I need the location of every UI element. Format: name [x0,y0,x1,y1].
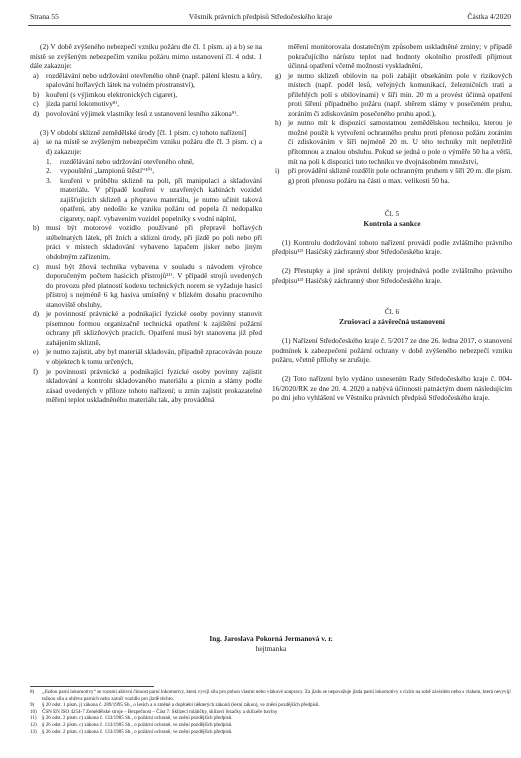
signatory-role: hejtmanka [255,643,287,653]
signature-block [30,634,512,653]
sub-list-item: 1. rozdělávání nebo udržování otevřeného ohně, [46,156,194,166]
list-item: f) je povinností právnické a podnikající fyzické osoby povinny zajistit skladování a kontrolu skladovaného materiálu a pícnin a slámy podle zásad uvedených v příloze tohoto nařízení; u zrnin zajistit prokazatelné měření teplot uskladněného materiálu tak, aby prováděná [33,366,262,405]
section-5-subtitle: Kontrola a sankce [363,218,421,228]
list-item: b) kouření (s výjimkou elektronických cigaret), [33,89,178,99]
footnote: 10) ČSN EN ISO 4254-7 Zemědělské stroje – Bezpečnost – Část 7: Sklízecí mlátičky, sklízecí řezačky a sklízeče bavlny [30,708,278,715]
list-item: d) povolování výjimek vlastníky lesů z ustanovení lesního zákona⁹⁾. [33,108,239,118]
footnote: 12) § 26 odst. 2 písm. c) zákona č. 133/1985 Sb., o požární ochraně, ve znění pozdějších předpisů. [30,721,233,728]
right-column [272,42,512,403]
section-5-paragraph-1: (1) Kontrolu dodržování tohoto nařízení provádí podle zvláštního právního předpisu¹²⁾ Hasičský záchranný sbor Středočeského kraje. [272,237,512,257]
list-item-continuation: měření monitorovala dostatečným způsobem uskladněné zrniny; v případě pokračujícího nárůstu teplot nad hodnoty okolního prostředí přijmout účinná opatření včetně možnosti vyskladnění, [288,42,512,71]
section-6-paragraph-2: (2) Toto nařízení bylo vydáno usnesením Rady Středočeského kraje č. 004-16/2020/RK ze dne 20. 4. 2020 a nabývá účinnosti patnáctým dnem následujícím po dni jeho vyhlášení ve Věstníku právních předpisů Středočeského kraje. [272,374,512,403]
paragraph-2-intro: (2) V době zvýšeného nebezpečí vzniku požáru dle čl. 1 písm. a) a b) se na místě se zvýšeným nebezpečím vzniku požáru mimo ustanovení čl. 4 odst. 1 dále zakazuje: [30,42,262,71]
list-item: g) je nutno sklizeň obilovin na poli zahájit obsekáním pole v rizikových místech (např. podél lesů, veřejných komunikací, železničních tratí a přilehlých polí s obilovinami) v šíři min. 20 m a provést účinná opatření proti šíření případného požáru (např. sběrem slámy v posečeném pruhu, zoráním či zdiskováním posečeného pruhu apod.), [275,70,512,118]
footnote: 13) § 26 odst. 2 písm. c) zákona č. 133/1985 Sb., o požární ochraně, ve znění pozdějších předpisů. [30,728,233,735]
footnote: 11) § 26 odst. 2 písm. c) zákona č. 133/1985 Sb., o požární ochraně, ve znění pozdějších předpisů. [30,715,233,722]
section-5-paragraph-2: (2) Přestupky a jiné správní delikty projednává podle zvláštního právního předpisu¹³⁾ Hasičský záchranný sbor Středočeského kraje. [272,266,512,285]
page-number: Strana 55 [30,12,59,21]
section-5-title: Čl. 5 [384,209,400,219]
section-6-subtitle: Zrušovací a závěrečná ustanovení [339,317,445,327]
paragraph-3-intro: (3) V období sklizně zemědělské úrody [čl. 1 písm. c) tohoto nařízení] [40,127,247,137]
list-item: i) při provádění sklizně rozdělit pole ochranným pruhem v šíři 20 m. dle písm. g) proti přenosu požáru na části o max. velikosti 50 ha. [275,166,512,185]
sub-list-item: 2. vypouštění „lampionů štěstí“¹⁰⁾, [46,166,155,176]
issue-number: Částka 4/2020 [467,12,511,21]
list-item: e) je nutno zajistit, aby byl materiál skladován, případně zpracováván pouze v objektech k tomu určených, [33,347,262,366]
list-item: a) rozdělávání nebo udržování otevřeného ohně (např. pálení klestu a kůry, spalování hořlavých látek na volném prostranství), [33,70,262,90]
footnote-divider [30,686,154,687]
section-6-paragraph-1: (1) Nařízení Středočeského kraje č. 5/2017 ze dne 26. ledna 2017, o stanovení podmínek k zabezpečení požární ochrany v době zvýšeného nebezpečí vzniku požáru, včetně přílohy se zrušuje. [272,336,512,365]
list-item: b) musí být motorové vozidlo používané při přepravě hořlavých stébelnatých látek, při žních a sklizni úrody, při jízdě po poli nebo při práci v místech skladování vybaveno lapačem jisker nebo jiným obdobným zařízením, [33,223,262,261]
list-item: a) se na místě se zvýšeným nebezpečím vzniku požáru dle čl. 3 písm. c) a d) zakazuje: [33,137,262,156]
footnote: 8) „Jízdou parní lokomotivy“ se rozumí aktivní činnost parní lokomotivy, která vyvíjí sílu pro pohon vlastní nebo vlakové soupravy. Za jízdu se nepovažuje jízda parní lokomotivy s cizím na sobě závislém nebo s vlakem, která nevyvíjí tažnou sílu a ohřeva parních nebo zaručí vozidlo pro jízdě těchto. [30,689,511,702]
list-item: h) je nutno mít k dispozici samostatnou zemědělskou techniku, kterou je možné použít k vytvoření ochranného pruhu proti přenosu požáru zoráním či zdiskováním v šíři nejméně 20 m. U této techniky mít nepřetržitě přítomnou a znalou obsluhu. Pokud se jedná o pole o výměře 50 ha a větší, mít na poli k dispozici tuto techniku ve dvojnásobném množství, [275,118,512,166]
journal-title: Věstník právních předpisů Středočeského kraje [188,12,333,21]
list-item: c) jízda parní lokomotivy⁸⁾, [33,99,120,109]
list-item: d) je povinností právnické a podnikající fyzické osoby povinny stanovit písemnou formou organizačně technická opatření k zajištění požární ochrany při sklizňových pracích. Opatření musí být stanovena již před zahájením sklizně, [33,309,262,347]
signatory-name: Ing. Jaroslava Pokorná Jermanová v. r. [209,634,333,643]
sub-list-item: 3. kouření v průběhu sklizně na poli, při manipulaci a skladování materiálu. V případě kouření v uzavřených kabinách vozidel zajišťujících sklizeň a přepravu materiálu, je nutno učinit taková opatření, aby nedošlo ke vzniku požáru od popela či nedopalku cigarety, např. vybavením vozidel popelníky s vodní náplní, [46,175,262,223]
list-item: c) musí být žňová technika vybavena v souladu s návodem výrobce doporučeným počtem hasicích přístrojů¹¹⁾. V případě strojů uvedených do provozu před platností kodexu technických norem se vyžaduje hasicí přístroj s nejméně 6 kg hasiva umístěný v blízkém dosahu pracovního stanoviště obsluhy, [33,261,262,309]
left-column [30,42,262,405]
footnotes [30,689,512,735]
section-6-title: Čl. 6 [384,307,400,317]
footnote: 9) § 20 odst. 1 písm. j) zákona č. 289/1995 Sb., o lesích a o změně a doplnění některých zákonů (lesní zákon), ve znění pozdějších předpisů. [30,702,320,709]
header-divider [28,25,511,26]
